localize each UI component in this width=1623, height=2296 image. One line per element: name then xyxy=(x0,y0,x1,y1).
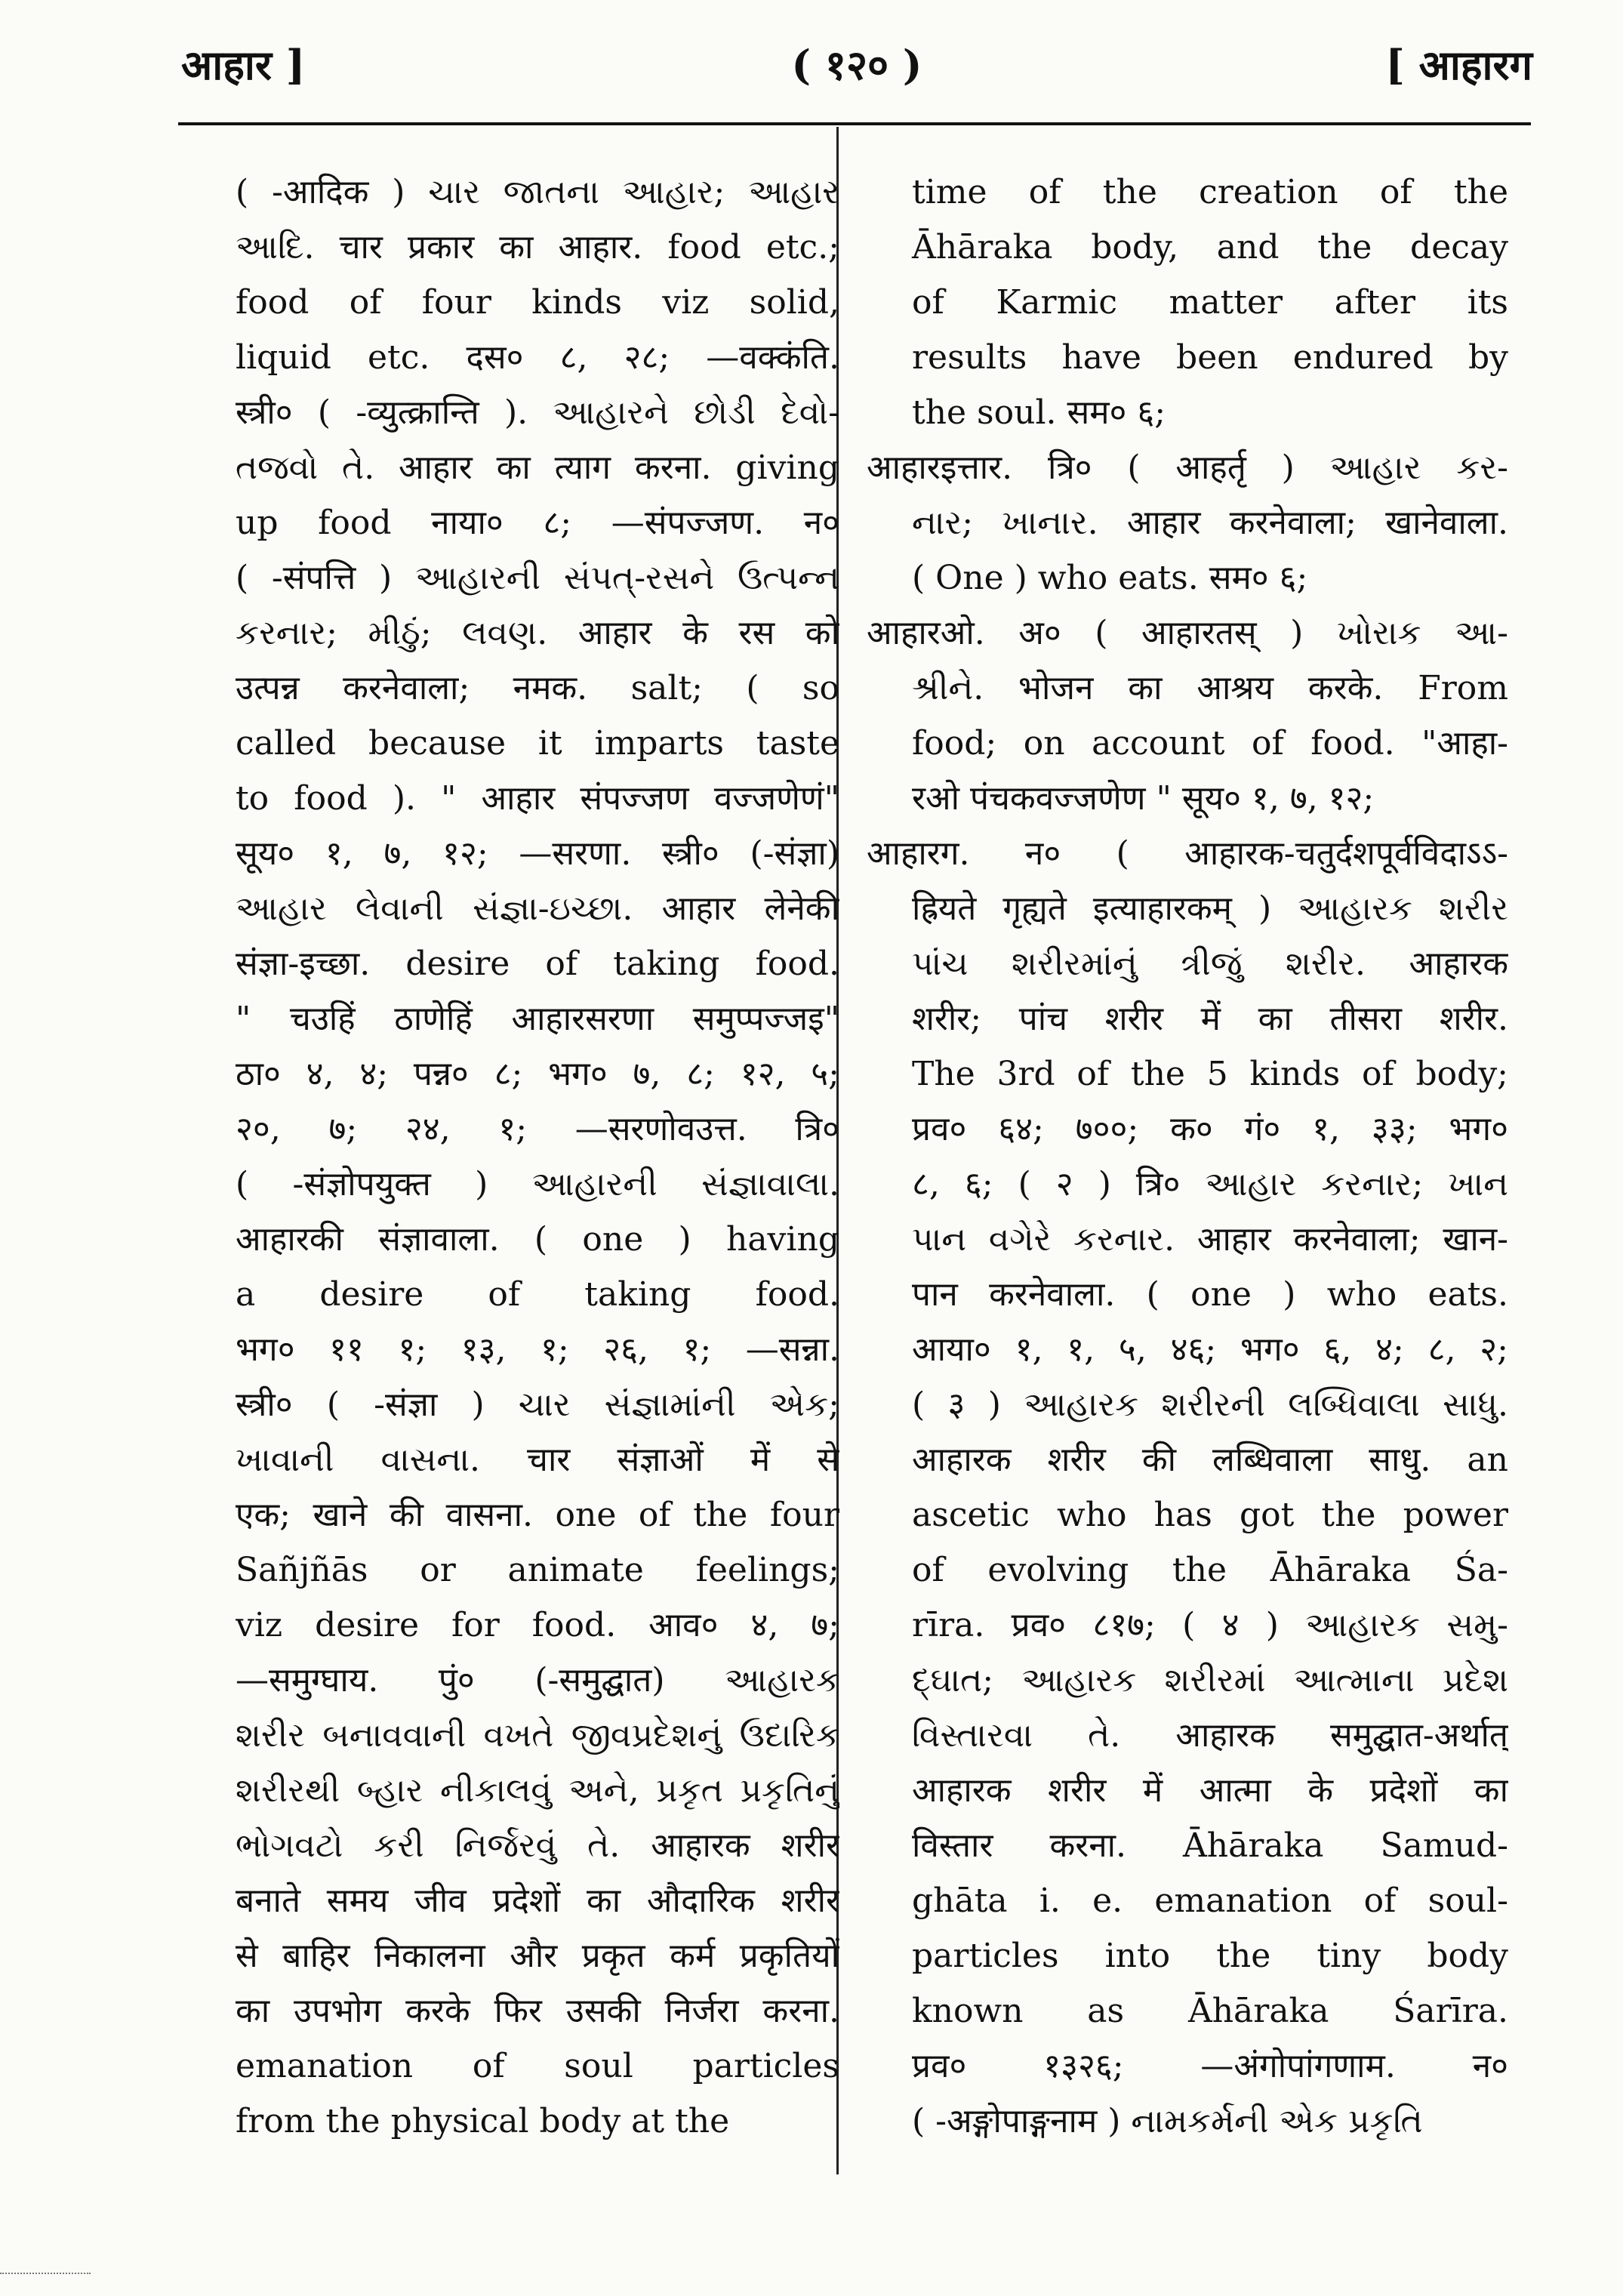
left-column-line: up food नाया० ८; —संपज्जण. न० xyxy=(236,504,839,542)
left-column-line: बनाते समय जीव प्रदेशों का औदारिक शरीर xyxy=(236,1881,839,1920)
left-column-line: Sañjñās or animate feelings; xyxy=(236,1551,839,1589)
right-column xyxy=(867,165,1508,2149)
right-column-line: શ્રીને. भोजन का आश्रय करके. From xyxy=(912,669,1508,707)
left-column-line: एक; खाने की वासना. one of the four xyxy=(236,1496,839,1534)
left-column-line: કરનાર; મીઠું; લવણ. आहार के रस को xyxy=(236,614,839,652)
right-column-line: पान करनेवाला. ( one ) who eats. xyxy=(912,1275,1508,1314)
left-column-line: emanation of soul particles xyxy=(236,2047,839,2085)
right-column-line: ( -अङ्गोपाङ्गनाम ) નામકર્મની એક પ્રકૃતિ xyxy=(912,2102,1423,2140)
left-column-line: २०, ७; २४, १; —सरणोवउत्त. त्रि० xyxy=(236,1110,839,1148)
right-column-line: ascetic who has got the power xyxy=(912,1496,1508,1534)
right-column-line: of Karmic matter after its xyxy=(912,283,1508,322)
left-column-line: स्त्री० ( -संज्ञा ) ચાર સંજ્ઞામાંની એક; xyxy=(236,1385,839,1424)
header-rule xyxy=(178,122,1531,125)
right-column-line: ghāta i. e. emanation of soul- xyxy=(912,1881,1508,1920)
right-column-line: time of the creation of the xyxy=(912,173,1508,211)
left-column-line: a desire of taking food. xyxy=(236,1275,839,1314)
right-column-line: The 3rd of the 5 kinds of body; xyxy=(912,1055,1508,1093)
left-column-line: to food ). " आहार संपज्जण वज्जणेणं" xyxy=(236,779,839,818)
right-column-line: of evolving the Āhāraka Śa- xyxy=(912,1551,1508,1589)
right-column-line: પાન વગેરે કરનાર. आहार करनेवाला; खान- xyxy=(912,1220,1508,1259)
left-column-line: called because it imparts taste xyxy=(236,724,839,763)
left-column-line: " चउहिं ठाणेहिं आहारसरणा समुप्पज्जइ" xyxy=(236,1000,839,1038)
right-column-line: आहारइत्तार. त्रि० ( आहर्तृ ) આહાર કર- xyxy=(867,448,1508,487)
right-column-line: आहारओ. अ० ( आहारतस् ) ખોરાક આ- xyxy=(867,614,1508,652)
left-column-line: ठा० ४, ४; पन्न० ८; भग० ७, ८; १२, ५; xyxy=(236,1055,839,1093)
right-column-line: आहारक शरीर में आत्मा के प्रदेशों का xyxy=(912,1771,1508,1810)
right-column-line: प्रव० ६४; ७००; क० गं० १, ३३; भग० xyxy=(912,1110,1508,1148)
left-column-line: ( -संज्ञोपयुक्त ) આહારની સંજ્ઞાવાલા. xyxy=(236,1165,839,1203)
left-column-line: स्त्री० ( -व्युत्क्रान्ति ). આહારને છોડી દેવો- xyxy=(236,393,839,432)
left-column-line: भग० ११ १; १३, १; २६, १; —सन्ना. xyxy=(236,1330,839,1369)
left-column-line: શરીરથી બ્હાર નીકાલવું અને, પ્રકૃત પ્રકૃતિનું xyxy=(236,1771,839,1810)
left-column-line: food of four kinds viz solid, xyxy=(236,283,839,322)
left-column-line: આદિ. चार प्रकार का आहार. food etc.; xyxy=(236,228,839,267)
left-column-line: આહાર લેવાની સંજ્ઞા-ઇચ્છા. आहार लेनेकी xyxy=(236,889,839,928)
left-column-line: सूय० १, ७, १२; —सरणा. स्त्री० (-संज्ञा) xyxy=(236,834,839,873)
right-column-line: ( One ) who eats. सम० ६; xyxy=(912,559,1308,597)
right-column-line: results have been endured by xyxy=(912,338,1508,377)
header-right-headword: [ आहारग xyxy=(1385,41,1532,89)
left-column-line: શરીર બનાવવાની વખતે જીવપ્રદેશનું ઉદારિક xyxy=(236,1716,839,1755)
header-left-headword: आहार ] xyxy=(181,41,306,89)
right-column-line: शरीर; पांच शरीर में का तीसरा शरीर. xyxy=(912,1000,1508,1038)
page-header xyxy=(181,27,1532,103)
right-column-line: rīra. प्रव० ८१७; ( ४ ) આહારક સમુ- xyxy=(912,1606,1508,1644)
right-column-line: आहारग. न० ( आहारक-चतुर्दशपूर्वविदाऽऽ- xyxy=(867,834,1508,873)
right-column-line: ह्रियते गृह्यते इत्याहारकम् ) આહારક શરીર xyxy=(912,889,1508,928)
left-column-line: liquid etc. दस० ८, २८; —वक्कंति. xyxy=(236,338,839,377)
left-column-line: તજવો તે. आहार का त्याग करना. giving xyxy=(236,448,839,487)
left-column-line: —समुग्घाय. पुं० (-समुद्घात) આહારક xyxy=(236,1661,839,1700)
right-column-line: the soul. सम० ६; xyxy=(912,393,1166,432)
right-column-line: आहारक शरीर की लब्धिवाला साधु. an xyxy=(912,1441,1508,1479)
right-column-line: પાંચ શરીરમાંનું ત્રીજું શરીર. आहारक xyxy=(912,945,1508,983)
right-column-line: known as Āhāraka Śarīra. xyxy=(912,1992,1508,2030)
left-column-line: उत्पन्न करनेवाला; नमक. salt; ( so xyxy=(236,669,839,707)
right-column-line: आया० १, १, ५, ४६; भग० ६, ४; ८, २; xyxy=(912,1330,1508,1369)
left-column-line: from the physical body at the xyxy=(236,2102,730,2140)
left-column-line: ખાવાની વાસના. चार संज्ञाओं में से xyxy=(236,1441,839,1479)
right-column-line: particles into the tiny body xyxy=(912,1937,1508,1975)
left-column-line: का उपभोग करके फिर उसकी निर्जरा करना. xyxy=(236,1992,839,2030)
right-column-line: food; on account of food. "आहा- xyxy=(912,724,1508,763)
left-column-line: ભોગવટો કરી નિર્જરવું તે. आहारक शरीर xyxy=(236,1826,839,1865)
right-column-line: વિસ્તારવા તે. आहारक समुद्घात-अर्थात् xyxy=(912,1716,1508,1755)
right-column-line: ८, ६; ( २ ) त्रि० આહાર કરનાર; ખાન xyxy=(912,1165,1508,1203)
left-column-line: से बाहिर निकालना और प्रकृत कर्म प्रकृतियों xyxy=(236,1937,839,1975)
right-column-line: प्रव० १३२६; —अंगोपांगणाम. न० xyxy=(912,2047,1508,2085)
right-column-line: Āhāraka body, and the decay xyxy=(912,228,1508,267)
left-column-line: आहारकी संज्ञावाला. ( one ) having xyxy=(236,1220,839,1259)
left-column xyxy=(236,165,839,2149)
left-column-line: संज्ञा-इच्छा. desire of taking food. xyxy=(236,945,839,983)
right-column-line: નાર; ખાનાર. आहार करनेवाला; खानेवाला. xyxy=(912,504,1508,542)
left-column-line: viz desire for food. आव० ४, ७; xyxy=(236,1606,839,1644)
left-column-line: ( -आदिक ) ચાર જાતના આહાર; આહાર xyxy=(236,173,839,211)
right-column-line: विस्तार करना. Āhāraka Samud- xyxy=(912,1826,1508,1865)
page-bottom-mark xyxy=(0,2273,91,2274)
right-column-line: ( ३ ) આહારક શરીરની લબ્ધિવાલા સાધુ. xyxy=(912,1385,1508,1424)
left-column-line: ( -संपत्ति ) આહારની સંપત્-રસને ઉત્પન્ન xyxy=(236,559,839,597)
right-column-line: रओ पंचकवज्जणेण " सूय० १, ७, १२; xyxy=(912,779,1375,818)
page-number: ( १२० ) xyxy=(791,41,922,89)
right-column-line: દ્ઘાત; આહારક શરીરમાં આત્માના પ્રદેશ xyxy=(912,1661,1508,1700)
